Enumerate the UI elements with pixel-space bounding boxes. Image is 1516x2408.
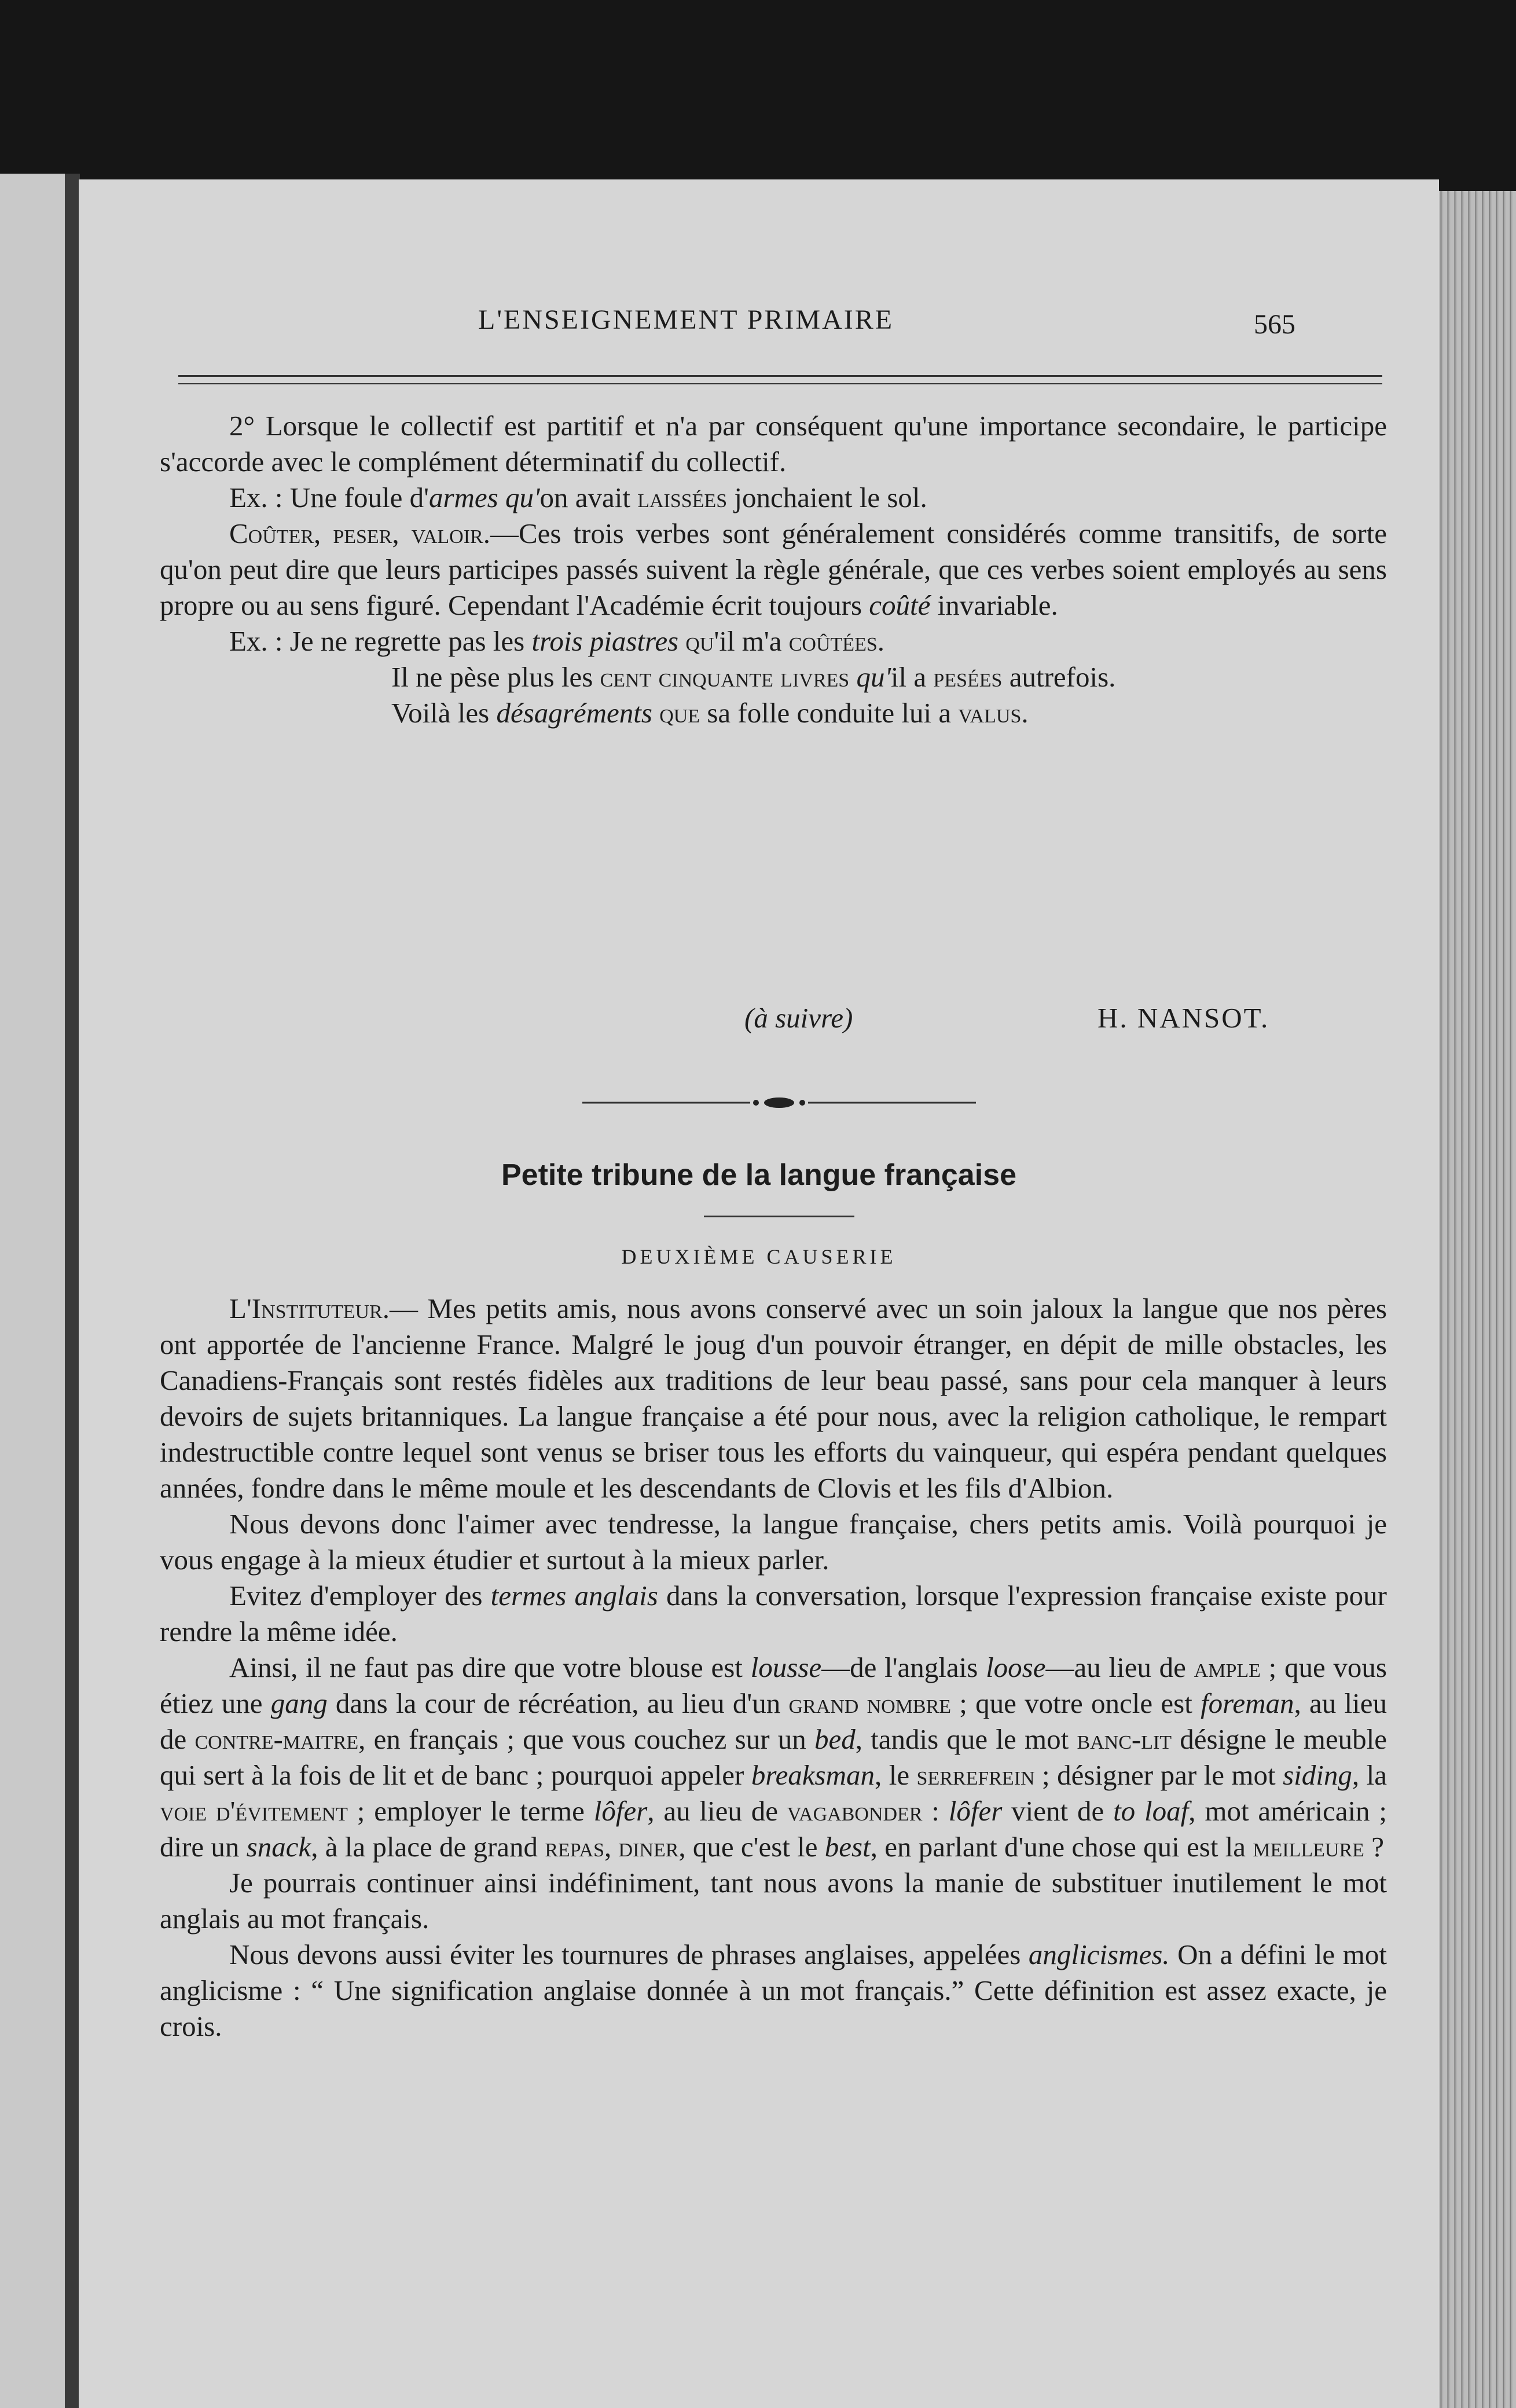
signature-row [160,1001,1387,1042]
book-gutter [65,174,80,2408]
paragraph: Nous devons donc l'aimer avec tendresse, la langue française, chers petits amis. Voilà pourquoi je vous engage à la mieux étudier et surtout à la mieux parler. [160,1508,1387,1576]
main-text [160,1291,1387,2044]
paragraph: Ainsi, il ne faut pas dire que votre blouse est lousse—de l'anglais loose—au lieu de ample ; que vous étiez une gang dans la cour de récréation, au lieu d'un grand nombre ; que votre oncle est foreman, au lieu de contre-maitre, en français ; que vous couchez sur un bed, tandis que le mot banc-lit désigne le meuble qui sert à la fois de lit et de banc ; pourquoi appeler breaksman, le serrefrein ; désigner par le mot siding, la voie d'évitement ; employer le terme lôfer, au lieu de vagabonder : lôfer vient de to loaf, mot américain ; dire un snack, à la place de grand repas, diner, que c'est le best, en parlant d'une chose qui est la meilleure ? [160,1651,1387,1863]
section-subtitle: DEUXIÈME CAUSERIE [621,1245,897,1268]
author-signature: H. NANSOT. [1097,1002,1270,1034]
paragraph: Coûter, peser, valoir.—Ces trois verbes sont généralement considérés comme transitifs, de sorte qu'on peut dire que leurs participes passés suivent la règle générale, que ces verbes soient employés au sens propre ou au sens figuré. Cependant l'Académie écrit toujours coûté invariable. [160,517,1387,621]
paragraph: Evitez d'employer des termes anglais dans la conversation, lorsque l'expression française existe pour rendre la même idée. [160,1580,1387,1647]
page-number: 565 [1254,309,1295,340]
running-head: L'ENSEIGNEMENT PRIMAIRE [478,304,894,335]
page-stack-edges [1430,191,1516,2408]
ornament-divider [582,1094,976,1111]
scan-background [0,0,1516,191]
section-title: Petite tribune de la langue française [501,1158,1017,1192]
page-header [79,304,1439,344]
paragraph: L'Instituteur.— Mes petits amis, nous avons conservé avec un soin jaloux la langue que nos pères ont apportée de l'ancienne France. Malgré le joug d'un pouvoir étranger, en dépit de mille obstacles, les Canadiens-Français sont restés fidèles aux traditions de leur beau passé, sans pour cela manquer à leurs devoirs de sujets britanniques. La langue française a été pour nous, avec la religion catholique, le rempart indestructible contre lequel sont venus se briser tous les efforts du vainqueur, qui espéra pendant quelques années, fondre dans le même moule et les descendants de Clovis et les fils d'Albion. [160,1293,1387,1504]
paragraph: Nous devons aussi éviter les tournures de phrases anglaises, appelées anglicismes. On a défini le mot anglicisme : “ Une signification anglaise donnée à un mot français.” Cette définition est assez exacte, je crois. [160,1939,1387,2042]
facing-page-edge [0,174,69,2408]
title-rule [704,1216,854,1217]
upper-text [160,408,1387,731]
example-line: Il ne pèse plus les cent cinquante livres qu'il a pesées autrefois. [391,661,1116,693]
book-page [79,179,1439,2408]
to-be-continued: (à suivre) [744,1002,853,1034]
example-line: Ex. : Une foule d'armes qu'on avait laissées jonchaient le sol. [229,482,927,513]
paragraph: Je pourrais continuer ainsi indéfiniment, tant nous avons la manie de substituer inutilement le mot anglais au mot français. [160,1867,1387,1935]
example-line: Voilà les désagréments que sa folle conduite lui a valus. [391,697,1029,729]
header-rule [178,375,1382,384]
paragraph: 2° Lorsque le collectif est partitif et n'a par conséquent qu'une importance secondaire, le participe s'accorde avec le complément déterminatif du collectif. [160,410,1387,478]
example-line: Ex. : Je ne regrette pas les trois piastres qu'il m'a coûtées. [229,625,884,657]
